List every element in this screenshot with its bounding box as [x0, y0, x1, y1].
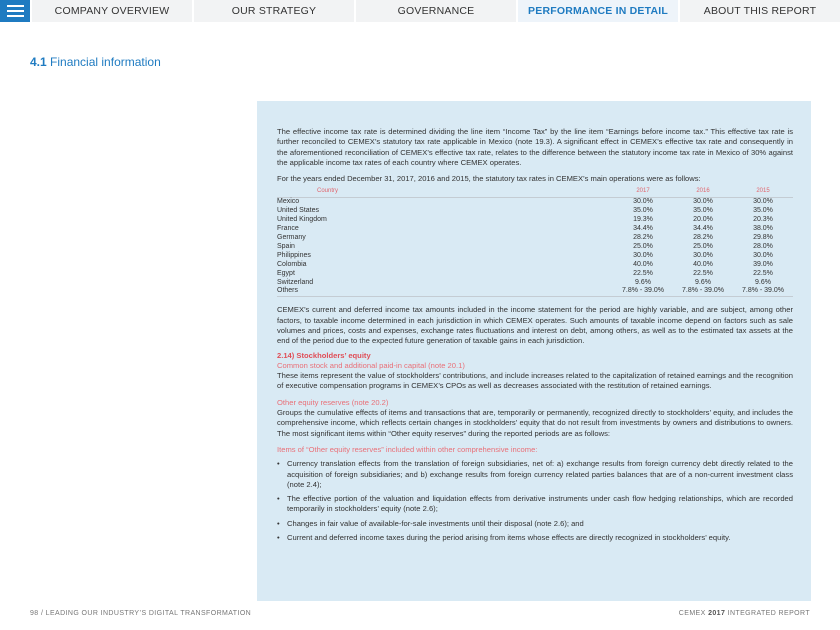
col-header-country: Country	[277, 187, 613, 197]
table-cell-rate: 30.0%	[753, 251, 773, 259]
table-cell-rate: 22.5%	[753, 269, 773, 277]
table-cell-rate: 34.4%	[693, 225, 713, 233]
table-cell-rate: 40.0%	[633, 260, 653, 268]
table-row	[277, 243, 793, 252]
list-item: • Currency translation effects from the translation of foreign subsidiaries, net of: a) exchange results from foreign currency debt directly related to the acquisition of foreign subsidiaries; and b) exchange results from foreign currency related parties balances that are of a non-current investment class (note 2.4);	[277, 459, 793, 490]
table-row	[277, 287, 793, 296]
table-cell-country: United States	[277, 207, 320, 215]
footer-brand: CEMEX	[678, 610, 706, 617]
table-cell-country: United Kingdom	[277, 216, 327, 224]
table-cell-rate: 22.5%	[693, 269, 713, 277]
table-cell-rate: 30.0%	[693, 251, 713, 259]
table-cell-rate: 20.3%	[753, 216, 773, 224]
table-cell-rate: 35.0%	[753, 207, 773, 215]
table-cell-rate: 35.0%	[693, 207, 713, 215]
table-row	[277, 234, 793, 243]
top-nav	[0, 0, 840, 22]
table-cell-country: Switzerland	[277, 278, 314, 286]
table-row	[277, 216, 793, 225]
table-cell-rate: 20.0%	[693, 216, 713, 224]
table-cell-country: Egypt	[277, 269, 295, 277]
col-header-2017: 2017	[613, 187, 673, 197]
table-cell-rate: 7.8% - 39.0%	[613, 287, 673, 296]
footer-left: 98 / LEADING OUR INDUSTRY’S DIGITAL TRANSFORMATION	[30, 610, 252, 617]
tab-company-overview[interactable]: COMPANY OVERVIEW	[30, 0, 192, 22]
table-row	[277, 225, 793, 234]
table-cell-country: Germany	[277, 234, 306, 242]
table-cell-rate: 40.0%	[693, 260, 713, 268]
list-item: • Current and deferred income taxes during the period arising from items whose effects are directly recognized in stockholders’ equity.	[277, 533, 793, 543]
table-cell-rate: 9.6%	[635, 278, 651, 286]
table-cell-rate: 22.5%	[633, 269, 653, 277]
panel-content	[277, 127, 793, 543]
table-cell-rate: 38.0%	[753, 225, 773, 233]
table-cell-rate: 28.2%	[633, 234, 653, 242]
table-cell-country: Philippines	[277, 251, 311, 259]
hamburger-menu-icon[interactable]	[0, 0, 30, 22]
table-cell-rate: 9.6%	[695, 278, 711, 286]
list-item: • The effective portion of the valuation and liquidation effects from derivative instruments under cash flow hedging relationships, which are recorded temporarily in stockholders’ equity (note 2.6);	[277, 494, 793, 515]
footer-report-name: INTEGRATED REPORT	[727, 610, 810, 617]
table-row	[277, 279, 793, 288]
table-cell-rate: 7.8% - 39.0%	[673, 287, 733, 296]
heading-common-stock: Common stock and additional paid-in capital (note 20.1)	[277, 360, 465, 370]
table-cell-rate: 7.8% - 39.0%	[733, 287, 793, 296]
tab-our-strategy[interactable]: OUR STRATEGY	[192, 0, 354, 22]
table-cell-country: Spain	[277, 242, 295, 250]
table-cell-rate: 30.0%	[633, 251, 653, 259]
section-number: 4.1	[30, 55, 47, 69]
table-cell-rate: 19.3%	[633, 216, 653, 224]
table-cell-rate: 9.6%	[755, 278, 771, 286]
table-row	[277, 207, 793, 216]
table-cell-rate: 30.0%	[753, 198, 773, 206]
table-row	[277, 252, 793, 261]
table-cell-rate: 30.0%	[693, 198, 713, 206]
paragraph-common-stock: These items represent the value of stockholders’ contributions, and include increases related to the capitalization of retained earnings and the recognition of executive compensation programs in CEMEX’s CPOs as well as decreases associated with the restitution of retained earnings.	[277, 371, 793, 391]
section-title	[30, 55, 161, 69]
paragraph-income-tax-amounts: CEMEX’s current and deferred income tax amounts included in the income statement for the period are highly variable, and are subject, among other factors, to taxable income determined in each jurisdiction in which CEMEX operates. Such amounts of taxable income depend on factors such as sale volumes and prices, costs and expenses, exchange rates fluctuations and interest on debt, among others, as well as to the estimated tax assets at the end of the period due to the expected future generation of taxable gains in each jurisdiction.	[277, 305, 793, 346]
table-header-row	[277, 187, 793, 197]
bullet-list	[277, 459, 793, 543]
col-header-2016: 2016	[673, 187, 733, 197]
nav-tabs	[30, 0, 840, 22]
heading-items-other-equity: Items of “Other equity reserves” included within other comprehensive income:	[277, 444, 538, 454]
list-item: • Changes in fair value of available-for-sale investments until their disposal (note 2.6); and	[277, 519, 793, 529]
table-cell-rate: 30.0%	[633, 198, 653, 206]
table-cell-rate: 25.0%	[633, 242, 653, 250]
paragraph-effective-tax: The effective income tax rate is determined dividing the line item “Income Tax” by the line item “Earnings before income tax.” This effective tax rate is further reconciled to CEMEX’s statutory tax rate applicable in Mexico (note 19.3). A significant effect in CEMEX’s effective tax rate and consequently in the aforementioned reconciliation of CEMEX’s effective tax rate, relates to the difference between the statutory income tax rate in Mexico of 30% against the applicable income tax rates of each country where CEMEX operates.	[277, 127, 793, 167]
footer-year: 2017	[708, 610, 726, 617]
table-cell-rate: 34.4%	[633, 225, 653, 233]
tab-about-this-report[interactable]: ABOUT THIS REPORT	[678, 0, 840, 22]
footer-tagline: LEADING OUR INDUSTRY’S DIGITAL TRANSFORMATION	[45, 610, 252, 617]
table-cell-country: Others	[277, 287, 613, 296]
content-panel	[257, 101, 811, 601]
table-body	[277, 198, 793, 297]
tax-rates-table	[277, 187, 793, 297]
table-cell-rate: 28.2%	[693, 234, 713, 242]
heading-other-equity-reserves: Other equity reserves (note 20.2)	[277, 397, 389, 407]
table-cell-rate: 39.0%	[753, 260, 773, 268]
footer-right	[679, 610, 810, 617]
tab-performance-in-detail[interactable]: PERFORMANCE IN DETAIL	[516, 0, 678, 22]
table-cell-rate: 28.0%	[753, 242, 773, 250]
tab-governance[interactable]: GOVERNANCE	[354, 0, 516, 22]
table-cell-country: France	[277, 225, 299, 233]
table-cell-rate: 29.8%	[753, 234, 773, 242]
table-cell-country: Mexico	[277, 198, 300, 206]
heading-stockholders-equity: 2.14) Stockholders’ equity	[277, 350, 371, 360]
page-number: 98	[30, 610, 39, 617]
paragraph-statutory-rates-intro: For the years ended December 31, 2017, 2016 and 2015, the statutory tax rates in CEMEX’s main operations were as follows:	[277, 174, 701, 184]
table-row	[277, 198, 793, 207]
col-header-2015: 2015	[733, 187, 793, 197]
table-cell-rate: 35.0%	[633, 207, 653, 215]
paragraph-other-equity-reserves: Groups the cumulative effects of items and transactions that are, temporarily or permanently, recognized directly to stockholders’ equity, and includes the comprehensive income, which reflects certain changes in stockholders’ equity that do not result from investments by owners and distributions to owners. The most significant items within “Other equity reserves” during the reported periods are as follows:	[277, 408, 793, 438]
section-title-text: Financial information	[50, 55, 161, 69]
table-cell-rate: 25.0%	[693, 242, 713, 250]
table-row	[277, 261, 793, 270]
table-cell-country: Colombia	[277, 260, 307, 268]
table-row	[277, 270, 793, 279]
